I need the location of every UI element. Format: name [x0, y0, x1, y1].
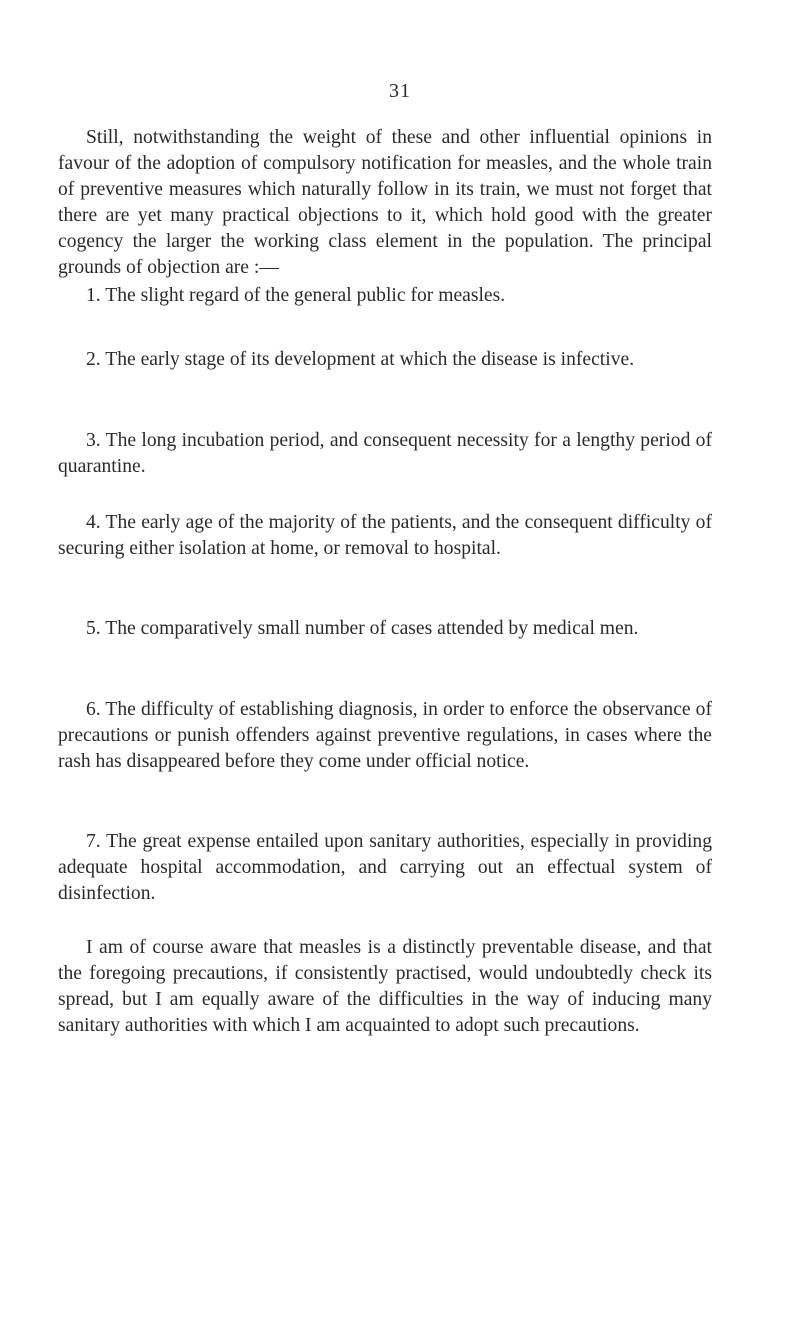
objection-item-6: 6. The difficulty of establishing diagnosis, in order to enforce the observance of precautions or punish offenders against preventive regulations, in cases where the rash has disappeared before they come under official notice.	[58, 699, 712, 772]
objection-item-2: 2. The early stage of its development at which the disease is infective.	[86, 349, 635, 370]
objection-item-4: 4. The early age of the majority of the patients, and the consequent difficulty of securing either isolation at home, or removal to hospital.	[58, 512, 712, 559]
objection-item-1: 1. The slight regard of the general public for measles.	[86, 285, 506, 306]
objection-item-3: 3. The long incubation period, and consequent necessity for a lengthy period of quarantine.	[58, 430, 712, 477]
page-number: 31	[389, 80, 411, 102]
intro-paragraph: Still, notwithstanding the weight of these and other influential opinions in favour of the adoption of compulsory notification for measles, and the whole train of preventive measures which naturally follow in its train, we must not forget that there are yet many practical objections to it, which hold good with the greater cogency the larger the working class element in the population. The principal grounds of objection are :—	[58, 127, 712, 278]
objection-item-7: 7. The great expense entailed upon sanitary authorities, especially in providing adequate hospital accommodation, and carrying out an effectual system of disinfection.	[58, 831, 712, 904]
objection-item-5: 5. The comparatively small number of cases attended by medical men.	[86, 618, 639, 639]
closing-paragraph: I am of course aware that measles is a distinctly preventable disease, and that the foregoing precautions, if consistently practised, would undoubtedly check its spread, but I am equally aware of the difficulties in the way of inducing many sanitary authorities with which I am acquainted to adopt such precautions.	[58, 937, 712, 1036]
